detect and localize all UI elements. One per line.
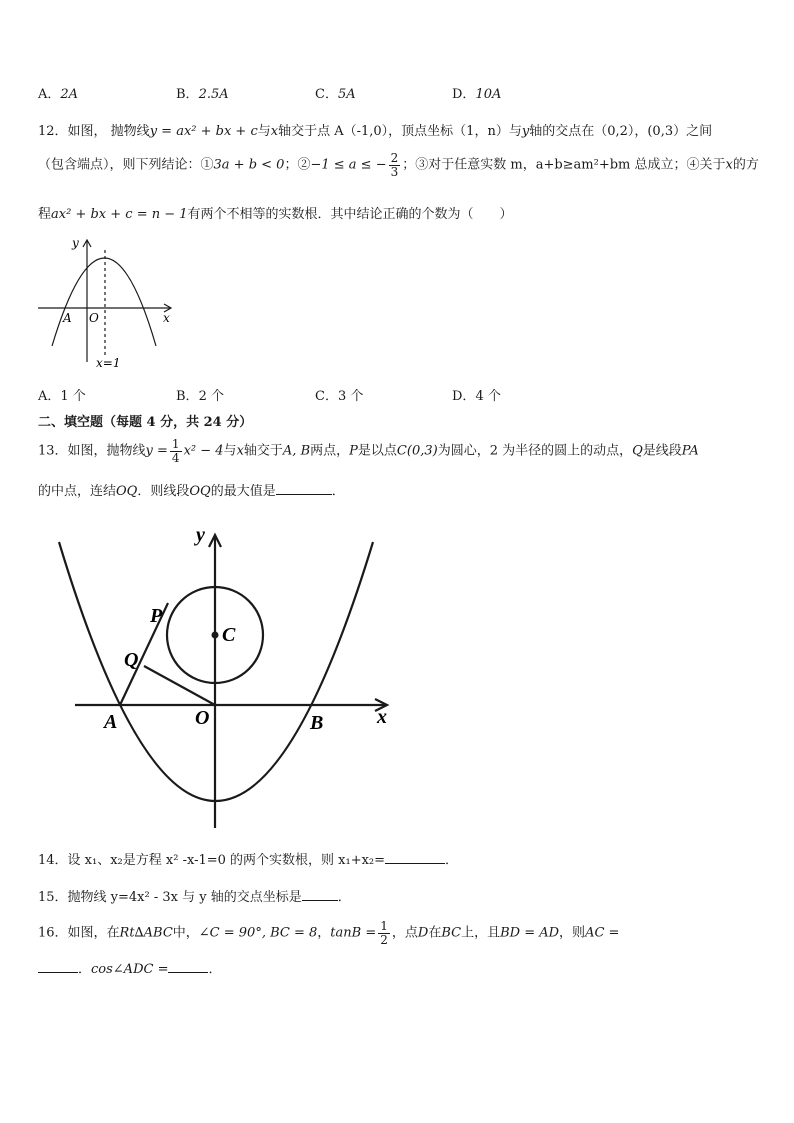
q13-center-dot — [212, 632, 219, 639]
q12-label-o: O — [89, 311, 99, 325]
section-2-title: 二、填空题（每题 4 分，共 24 分） — [38, 415, 253, 430]
q14-line: 14．设 x₁、x₂是方程 x² -x-1=0 的两个实数根，则 x₁+x₂= ． — [38, 853, 459, 868]
q12-option-a: A．1 个 — [38, 389, 86, 404]
q12-option-b: B．2 个 — [176, 389, 224, 404]
q16-fraction: $\frac{1}{2}$ — [380, 919, 388, 947]
q13-label-q: Q — [124, 649, 139, 671]
q12-label-a: A — [63, 311, 72, 325]
q11-option-d: D．10A — [452, 87, 502, 102]
q11-option-c: C．5A — [315, 87, 356, 102]
q15-line: 15．抛物线 y=4x² - 3x 与 y 轴的交点坐标是 ． — [38, 890, 351, 905]
q16-line-2: ．cos∠ADC = ． — [38, 958, 222, 977]
q12-option-d: D．4 个 — [452, 389, 501, 404]
q14-answer-blank[interactable] — [385, 851, 445, 864]
q13-line-2: 的中点，连结OQ．则线段OQ的最大值是 ． — [38, 484, 345, 499]
q13-label-o: O — [195, 707, 210, 729]
q13-label-a: A — [104, 711, 118, 733]
q13-fraction: $\frac{1}{4}$ — [171, 437, 180, 465]
q13-label-x: x — [377, 706, 387, 728]
q12-line-1: 12．如图， 抛物线y = ax² + bx + c与x轴交于点 A（-1,0），顶点坐标（1，n）与y轴的交点在（0,2），(0,3）之间 — [38, 124, 713, 139]
q13-label-y: y — [196, 524, 205, 546]
q15-answer-blank[interactable] — [302, 888, 338, 901]
q13-segment-oq — [144, 666, 215, 705]
q11-option-a: A．2A — [38, 87, 79, 102]
q13-label-c: C — [222, 624, 236, 646]
q12-label-x: x — [163, 311, 170, 325]
q16-answer-blank-ac[interactable] — [38, 960, 78, 973]
q12-line-2: （包含端点），则下列结论：①3a + b < 0；②−1 ≤ a ≤ − $\frac{2}{3}$ ；③对于任意实数 m，a+b≥am²+bm 总成立；④关于x的方 — [38, 151, 759, 179]
q12-fraction: $\frac{2}{3}$ — [390, 151, 399, 179]
q13-label-p: P — [150, 605, 163, 627]
q13-line-1: 13．如图，抛物线y = $\frac{1}{4}$ x² − 4与x轴交于A, B两点，P是以点C(0,3)为圆心，2 为半径的圆上的动点，Q是线段PA — [38, 437, 699, 465]
q13-label-b: B — [310, 712, 324, 734]
q12-line-3: 程ax² + bx + c = n − 1有两个不相等的实数根．其中结论正确的个数为（ ） — [38, 207, 513, 222]
q12-label-x1: x=1 — [96, 356, 121, 370]
q12-option-c: C．3 个 — [315, 389, 364, 404]
q16-answer-blank-cos[interactable] — [168, 960, 208, 973]
q12-label-y: y — [72, 236, 79, 250]
q16-line-1: 16．如图，在Rt∆ABC中，∠C = 90°, BC = 8，tanB = $\frac{1}{2}$ ，点D在BC上，且BD = AD，则AC = — [38, 919, 620, 947]
q11-option-b: B．2.5A — [176, 87, 229, 102]
